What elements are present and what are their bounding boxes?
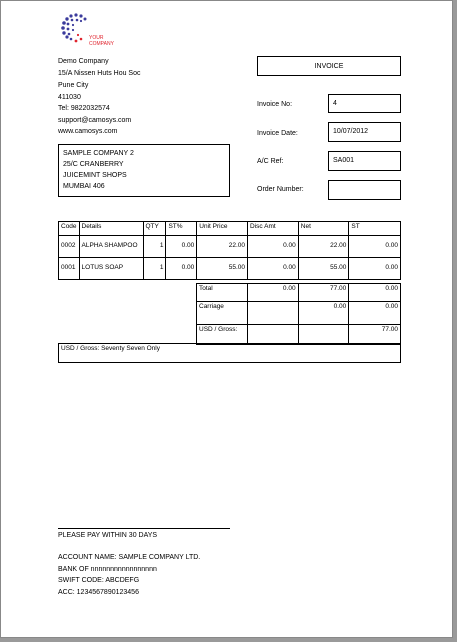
sender-line: Demo Company [58, 58, 109, 65]
totals-row-total [197, 284, 401, 302]
customer-line: SAMPLE COMPANY 2 [63, 150, 134, 157]
ac-ref-value: SA001 [333, 157, 355, 164]
pay-terms-divider [58, 528, 230, 529]
cell-net: 55.00 [298, 258, 349, 280]
totals-row-gross [197, 325, 401, 345]
items-table [58, 221, 401, 280]
sender-line: Pune City [58, 82, 89, 89]
invoice-no-field [328, 94, 401, 113]
order-number-field [328, 180, 401, 200]
customer-line: MUMBAI 406 [63, 183, 105, 190]
total-disc: 0.00 [247, 284, 298, 302]
account-number: ACC: 1234567890123456 [58, 589, 139, 596]
order-number-label: Order Number: [257, 186, 304, 193]
invoice-date-field [328, 122, 401, 142]
totals-table [196, 283, 401, 345]
account-name: ACCOUNT NAME: SAMPLE COMPANY LTD. [58, 554, 201, 561]
sender-line: Tel: 9822032574 [58, 105, 110, 112]
totals-row-carriage [197, 302, 401, 325]
cell-code: 0002 [59, 236, 80, 258]
ac-ref-label: A/C Ref: [257, 158, 284, 165]
gross-value: 77.00 [349, 325, 401, 345]
table-row [59, 236, 401, 258]
carriage-label: Carriage [197, 302, 248, 325]
customer-line: 25/C CRANBERRY [63, 161, 124, 168]
cell-st: 0.00 [349, 236, 401, 258]
col-header: Details [79, 222, 143, 236]
invoice-title: INVOICE [314, 63, 344, 70]
col-header: QTY [143, 222, 166, 236]
gross-empty-1 [247, 325, 298, 345]
amount-in-words-box [58, 343, 401, 363]
cell-unit-price: 22.00 [197, 236, 248, 258]
gross-empty-2 [298, 325, 349, 345]
sender-line: www.camosys.com [58, 128, 118, 135]
invoice-title-box [257, 56, 401, 76]
ac-ref-field [328, 151, 401, 171]
pay-terms: PLEASE PAY WITHIN 30 DAYS [58, 532, 158, 539]
swift-code: SWIFT CODE: ABCDEFG [58, 577, 140, 584]
cell-qty: 1 [143, 258, 166, 280]
cell-details: ALPHA SHAMPOO [79, 236, 143, 258]
cell-disc: 0.00 [248, 236, 299, 258]
col-header: Net [298, 222, 349, 236]
carriage-empty [247, 302, 298, 325]
col-header: Disc Amt [248, 222, 299, 236]
cell-st: 0.00 [349, 258, 401, 280]
cell-qty: 1 [143, 236, 166, 258]
bank-name: BANK OF nnnnnnnnnnnnnnnnn [58, 566, 157, 573]
gross-label: USD / Gross: [197, 325, 248, 345]
total-st: 0.00 [349, 284, 401, 302]
customer-address-box [58, 144, 230, 197]
logo-swirl-icon [59, 11, 93, 45]
sender-line: support@camosys.com [58, 117, 132, 124]
items-header-row [59, 222, 401, 236]
carriage-st: 0.00 [349, 302, 401, 325]
invoice-date-value: 10/07/2012 [333, 128, 369, 135]
invoice-no-value: 4 [333, 100, 337, 107]
col-header: Code [59, 222, 80, 236]
col-header: Unit Price [197, 222, 248, 236]
col-header: ST% [166, 222, 197, 236]
cell-st-pct: 0.00 [166, 236, 197, 258]
invoice-date-label: Invoice Date: [257, 130, 298, 137]
sender-line: 411030 [58, 94, 81, 101]
cell-unit-price: 55.00 [197, 258, 248, 280]
cell-details: LOTUS SOAP [79, 258, 143, 280]
customer-line: JUICEMINT SHOPS [63, 172, 127, 179]
carriage-net: 0.00 [298, 302, 349, 325]
total-label: Total [197, 284, 248, 302]
cell-net: 22.00 [298, 236, 349, 258]
col-header: ST [349, 222, 401, 236]
cell-disc: 0.00 [248, 258, 299, 280]
invoice-no-label: Invoice No: [257, 101, 293, 108]
logo-text-line1: YOUR [89, 35, 104, 41]
sender-line: 15/A Nissen Huts Hou Soc [58, 70, 141, 77]
amount-in-words: USD / Gross: Seventy Seven Only [61, 345, 160, 352]
table-row [59, 258, 401, 280]
cell-code: 0001 [59, 258, 80, 280]
total-net: 77.00 [298, 284, 349, 302]
company-logo [59, 11, 121, 51]
logo-text-line2: COMPANY [89, 41, 114, 47]
cell-st-pct: 0.00 [166, 258, 197, 280]
